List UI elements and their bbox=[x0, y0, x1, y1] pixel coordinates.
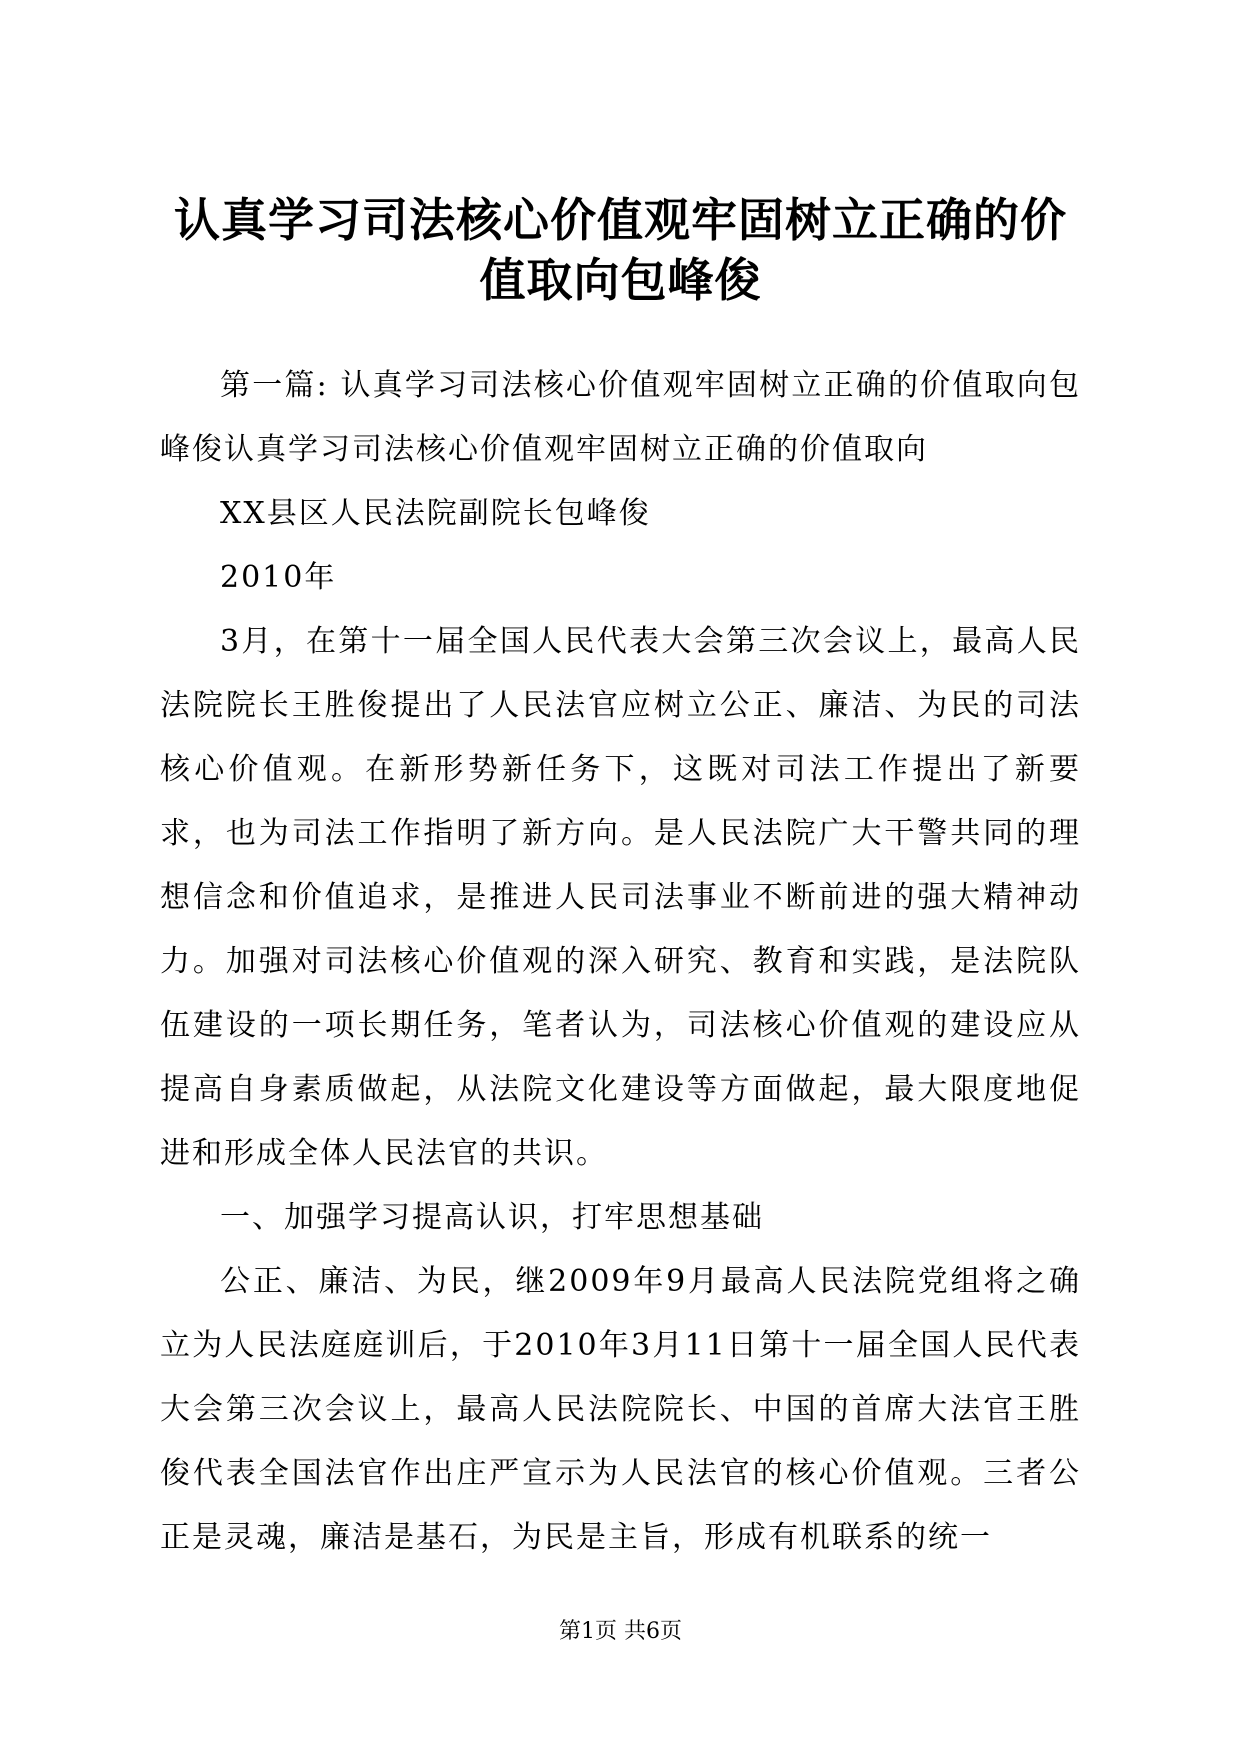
section-heading-1: 一、加强学习提高认识，打牢思想基础 bbox=[220, 1200, 764, 1235]
paragraph-heading-first-part: 第一篇: 认真学习司法核心价值观牢固树立正确的价值取向包峰俊认真学习司法核心价值观牢固树立正确的价值取向 bbox=[160, 368, 1081, 467]
page-footer: 第1页 共6页 bbox=[559, 1619, 682, 1644]
document-title: 认真学习司法核心价值观牢固树立正确的价值取向包峰俊 bbox=[174, 193, 1067, 307]
document-body bbox=[160, 354, 1081, 1570]
paragraph-year: 2010年 bbox=[220, 560, 337, 595]
paragraph-author: XX县区人民法院副院长包峰俊 bbox=[220, 496, 651, 531]
paragraph-intro: 3月，在第十一届全国人民代表大会第三次会议上，最高人民法院院长王胜俊提出了人民法官应树立公正、廉洁、为民的司法核心价值观。在新形势新任务下，这既对司法工作提出了新要求，也为司法工作指明了新方向。是人民法院广大干警共同的理想信念和价值追求，是推进人民司法事业不断前进的强大精神动力。加强对司法核心价值观的深入研究、教育和实践，是法院队伍建设的一项长期任务，笔者认为，司法核心价值观的建设应从提高自身素质做起，从法院文化建设等方面做起，最大限度地促进和形成全体人民法官的共识。 bbox=[160, 624, 1081, 1171]
paragraph-section-1: 公正、廉洁、为民，继2009年9月最高人民法院党组将之确立为人民法庭庭训后，于2010年3月11日第十一届全国人民代表大会第三次会议上，最高人民法院院长、中国的首席大法官王胜俊代表全国法官作出庄严宣示为人民法官的核心价值观。三者公正是灵魂，廉洁是基石，为民是主旨，形成有机联系的统一 bbox=[160, 1264, 1081, 1555]
